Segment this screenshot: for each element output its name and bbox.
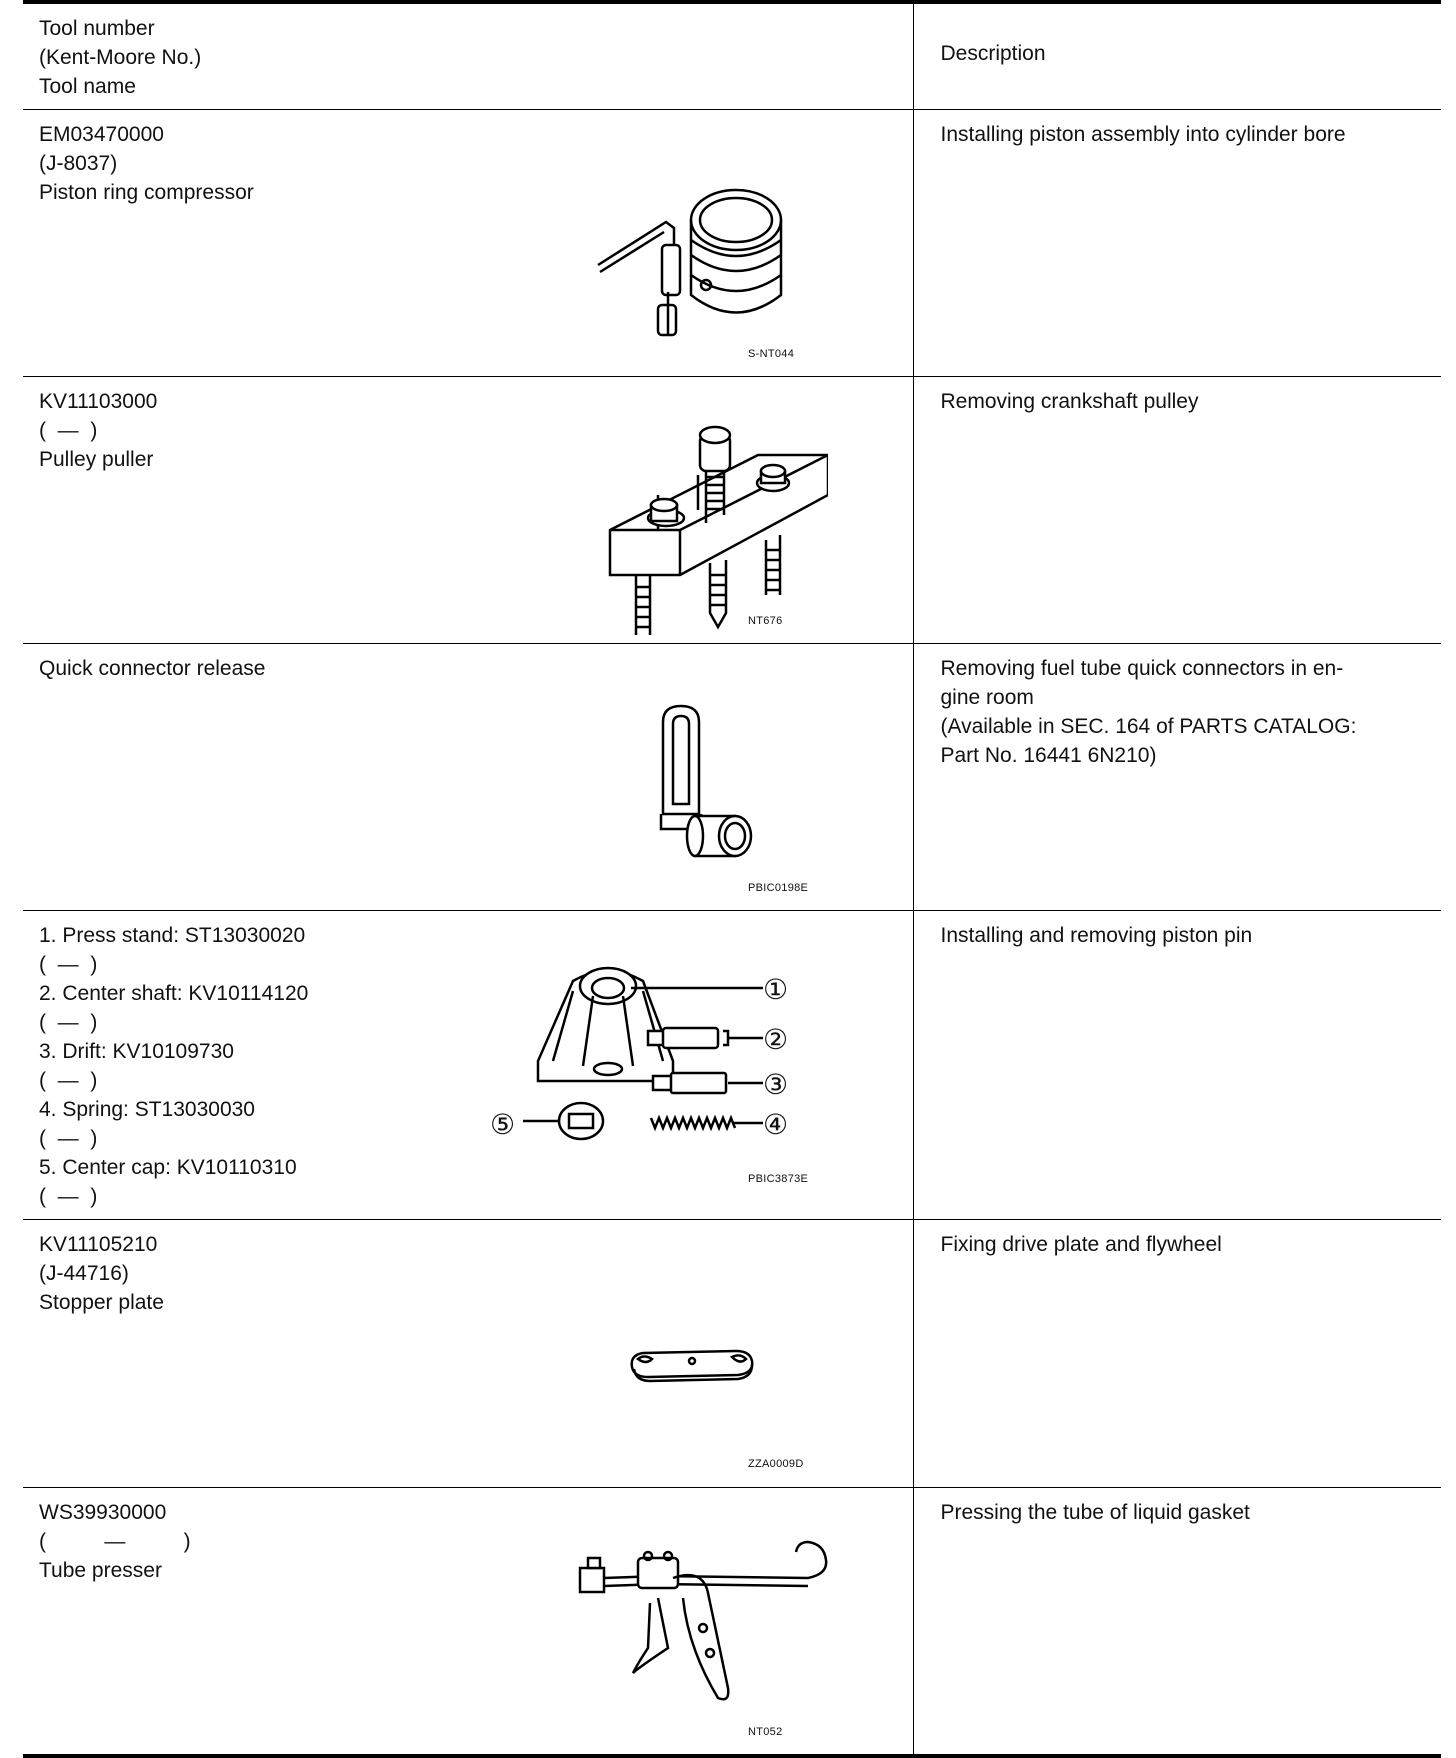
pulley-puller-icon <box>588 415 828 635</box>
description-cell <box>913 644 1441 911</box>
tools-table <box>23 0 1441 1758</box>
figure-code: S-NT044 <box>748 348 795 360</box>
tool-cell <box>23 911 913 1220</box>
callout-5: ⑤ <box>490 1109 516 1140</box>
description-text: Installing piston assembly into cylinder bore <box>940 123 1346 146</box>
callout-1: ① <box>763 974 789 1005</box>
table-row <box>23 377 1441 644</box>
callout-3: ③ <box>763 1069 789 1100</box>
tool-cell <box>23 644 913 911</box>
figure-code: NT052 <box>748 1726 783 1738</box>
header-tool-cell <box>23 2 913 110</box>
piston-pin-press-set-icon <box>523 956 893 1156</box>
description-text: Removing crankshaft pulley <box>940 390 1199 413</box>
figure-code: PBIC3873E <box>748 1173 809 1185</box>
figure-code: NT676 <box>748 615 783 627</box>
tool-info: 1. Press stand: ST13030020 ( — ) 2. Center shaft: KV10114120 ( — ) 3. Drift: KV10109730 ( — ) 4. Spring: ST13030030 ( — ) 5. Center cap: KV10110310 ( — ) <box>39 924 309 1208</box>
figure-code: PBIC0198E <box>748 882 809 894</box>
header-description-cell <box>913 2 1441 110</box>
header-description-label: Description <box>940 42 1046 65</box>
description-cell <box>913 911 1441 1220</box>
special-service-tools-table <box>23 0 1441 1758</box>
tool-cell <box>23 1220 913 1488</box>
table-row <box>23 1220 1441 1488</box>
callout-4: ④ <box>763 1109 789 1140</box>
callout-2: ② <box>763 1024 789 1055</box>
table-row <box>23 644 1441 911</box>
tool-cell <box>23 1488 913 1756</box>
description-text: Installing and removing piston pin <box>940 924 1253 947</box>
tool-cell <box>23 377 913 644</box>
tool-cell <box>23 110 913 377</box>
quick-connector-release-icon <box>653 704 773 864</box>
tool-info: Quick connector release <box>39 657 266 680</box>
table-row <box>23 110 1441 377</box>
table-row <box>23 911 1441 1220</box>
header-tool-label: Tool number (Kent-Moore No.) Tool name <box>39 17 202 98</box>
tool-info: WS39930000 ( — ) Tube presser <box>39 1501 191 1582</box>
description-cell <box>913 377 1441 644</box>
description-cell <box>913 110 1441 377</box>
description-cell <box>913 1220 1441 1488</box>
description-text: Fixing drive plate and flywheel <box>940 1233 1222 1256</box>
tool-info: EM03470000 (J-8037) Piston ring compressor <box>39 123 254 204</box>
description-text: Removing fuel tube quick connectors in en- gine room (Available in SEC. 164 of PARTS CATALOG: Part No. 16441 6N210) <box>940 657 1357 767</box>
tool-info: KV11105210 (J-44716) Stopper plate <box>39 1233 164 1314</box>
table-row <box>23 1488 1441 1756</box>
description-cell <box>913 1488 1441 1756</box>
figure-code: ZZA0009D <box>748 1458 804 1470</box>
stopper-plate-icon <box>628 1345 758 1385</box>
tube-presser-icon <box>578 1538 838 1708</box>
table-header-row <box>23 2 1441 110</box>
description-text: Pressing the tube of liquid gasket <box>940 1501 1250 1524</box>
tool-info: KV11103000 ( — ) Pulley puller <box>39 390 158 471</box>
piston-ring-compressor-icon <box>588 180 818 350</box>
